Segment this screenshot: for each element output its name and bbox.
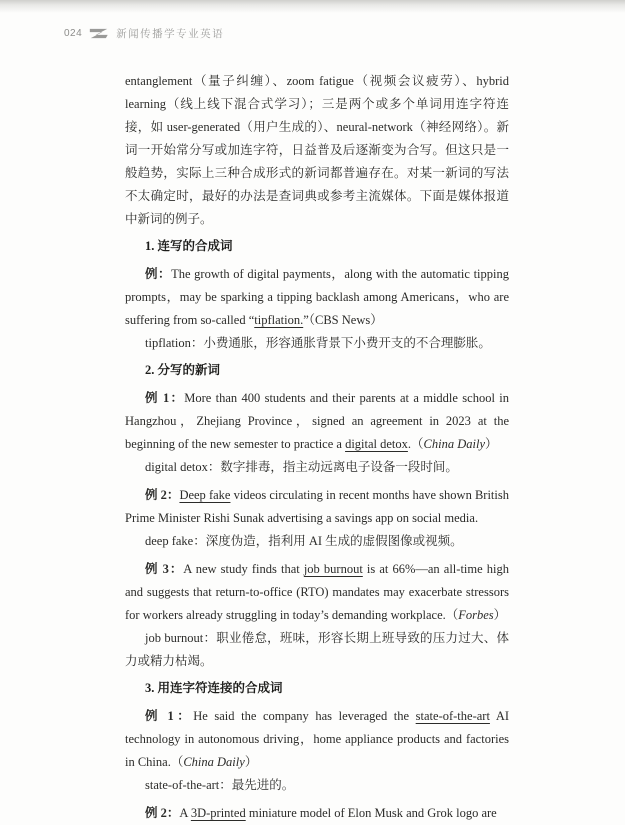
gloss-paragraph: deep fake：深度伪造，指利用 AI 生成的虚假图像或视频。 bbox=[145, 534, 463, 548]
gloss-paragraph: tipflation：小费通胀，形容通胀背景下小费开支的不合理膨胀。 bbox=[145, 336, 491, 350]
running-head-title: 新闻传播学专业英语 bbox=[116, 27, 225, 40]
section-heading-3: 3. 用连字符连接的合成词 bbox=[145, 681, 283, 695]
example-paragraph: 例 1：More than 400 students and their parents at a middle school in Hangzhou，Zhejiang Province，signed an agreement in 2023 at the beginning of the new semester to practice a digital detox.（China Daily） bbox=[125, 391, 509, 451]
example-paragraph: 例 3：A new study finds that job burnout is at 66%—an all-time high and suggests that return-to-office (RTO) mandates may exacerbate stressors for workers already struggling in today’s demanding workplace.（Forbes） bbox=[125, 562, 509, 622]
page-body bbox=[125, 70, 509, 825]
gloss-paragraph: job burnout：职业倦怠，班味，形容长期上班导致的压力过大、体力或精力枯竭。 bbox=[125, 631, 509, 668]
example-paragraph-truncated: 例 2：A 3D-printed miniature model of Elon Musk and Grok logo are bbox=[145, 806, 497, 820]
page-header bbox=[64, 24, 224, 42]
gloss-paragraph: state-of-the-art：最先进的。 bbox=[145, 778, 295, 792]
publisher-logo-icon bbox=[88, 26, 110, 41]
example-paragraph: 例：The growth of digital payments，along with the automatic tipping prompts，may be sparking a tipping backlash among Americans，who are suffering from so-called “tipflation.”（CBS News） bbox=[125, 267, 509, 327]
example-paragraph: 例 2：Deep fake videos circulating in recent months have shown British Prime Minister Rishi Sunak advertising a savings app on social media. bbox=[125, 488, 509, 525]
section-heading-1: 1. 连写的合成词 bbox=[145, 239, 233, 253]
example-paragraph: 例 1：He said the company has leveraged the state-of-the-art AI technology in autonomous driving，home appliance products and factories in China.（China Daily） bbox=[125, 709, 510, 769]
page-number: 024 bbox=[64, 27, 83, 39]
intro-paragraph: entanglement（量子纠缠）、zoom fatigue（视频会议疲劳）、hybrid learning（线上线下混合式学习）；三是两个或多个单词用连字符连接，如 user-generated（用户生成的）、neural-network（神经网络）。新词一开始常分写或加连字符，日益普及后逐渐变为合写。但这只是一般趋势，实际上三种合成形式的新词都普遍存在。对某一新词的写法不太确定时，最好的办法是查词典或参考主流媒体。下面是媒体报道中新词的例子。 bbox=[125, 74, 509, 226]
gloss-paragraph: digital detox：数字排毒，指主动远离电子设备一段时间。 bbox=[145, 460, 458, 474]
section-heading-2: 2. 分写的新词 bbox=[145, 363, 221, 377]
scan-edge-shadow bbox=[0, 0, 625, 14]
